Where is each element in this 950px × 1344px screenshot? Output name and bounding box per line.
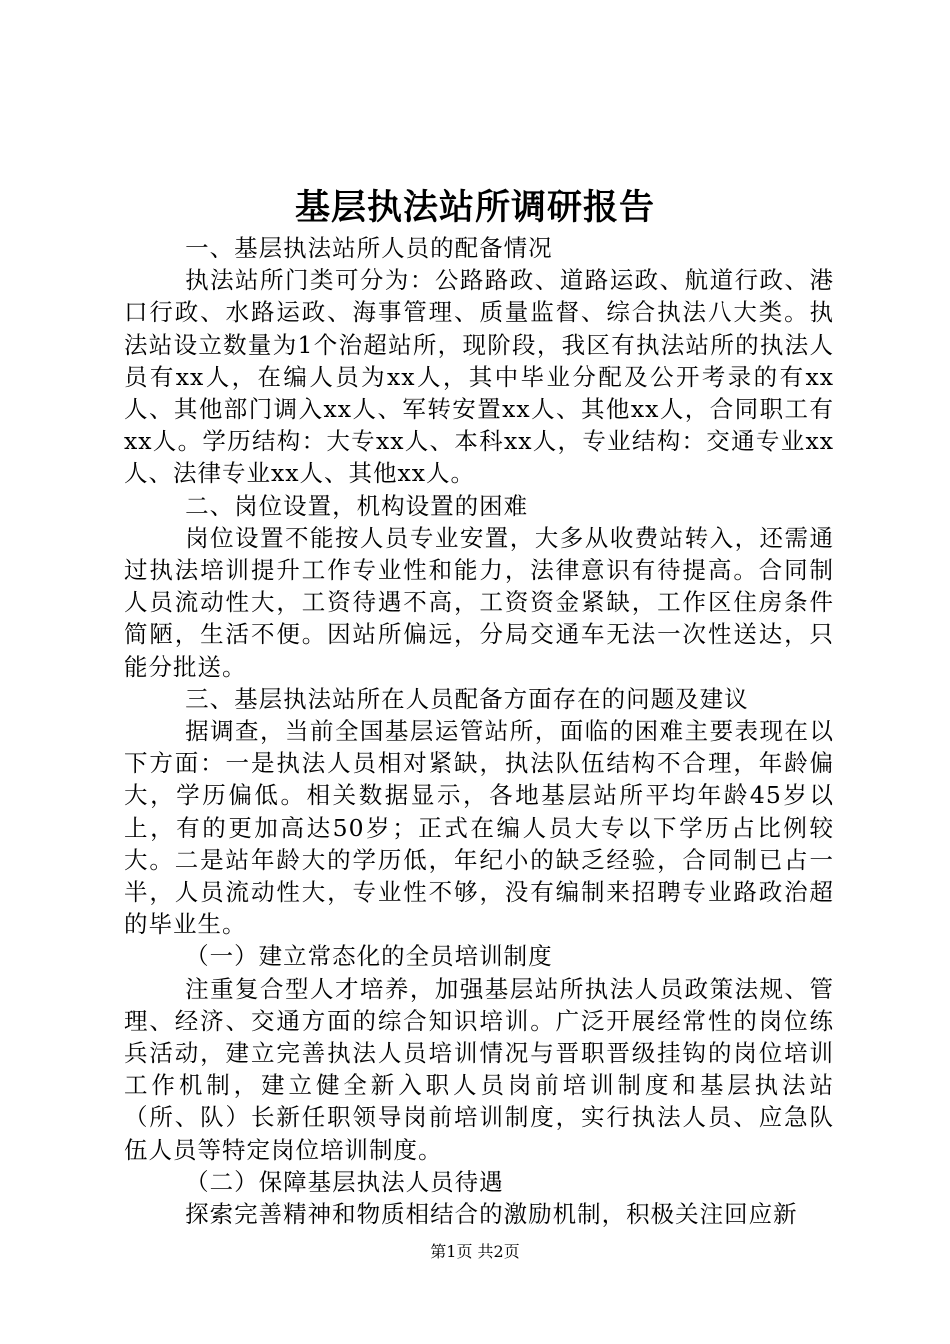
page-footer: 第1页 共2页 <box>430 1242 520 1261</box>
section-heading-3: 三、基层执法站所在人员配备方面存在的问题及建议 <box>185 684 749 713</box>
paragraph-4: 注重复合型人才培养，加强基层站所执法人员政策法规、管理、经济、交通方面的综合知识培训。广泛开展经常性的岗位练兵活动，建立完善执法人员培训情况与晋职晋级挂钩的岗位培训工作机制，建立健全新入职人员岗前培训制度和基层执法站（所、队）长新任职领导岗前培训制度，实行执法人员、应急队伍人员等特定岗位培训制度。 <box>124 974 834 1164</box>
subsection-heading-1: （一）建立常态化的全员培训制度 <box>185 942 553 971</box>
paragraph-5: 探索完善精神和物质相结合的激励机制，积极关注回应新 <box>185 1200 798 1229</box>
document-title: 基层执法站所调研报告 <box>294 187 655 228</box>
section-heading-1: 一、基层执法站所人员的配备情况 <box>185 234 553 262</box>
section-heading-2: 二、岗位设置，机构设置的困难 <box>185 491 529 520</box>
paragraph-1: 执法站所门类可分为：公路路政、道路运政、航道行政、港口行政、水路运政、海事管理、质量监督、综合执法八大类。执法站设立数量为1个治超站所，现阶段，我区有执法站所的执法人员有xx人，在编人员为xx人，其中毕业分配及公开考录的有xx人、其他部门调入xx人、军转安置xx人、其他xx人，合同职工有xx人。学历结构：大专xx人、本科xx人，专业结构：交通专业xx人、法律专业xx人、其他xx人。 <box>124 266 834 488</box>
paragraph-3: 据调查，当前全国基层运管站所，面临的困难主要表现在以下方面：一是执法人员相对紧缺，执法队伍结构不合理，年龄偏大，学历偏低。相关数据显示，各地基层站所平均年龄45岁以上，有的更加高达50岁；正式在编人员大专以下学历占比例较大。二是站年龄大的学历低，年纪小的缺乏经验，合同制已占一半，人员流动性大，专业性不够，没有编制来招聘专业路政治超的毕业生。 <box>124 717 834 939</box>
paragraph-2: 岗位设置不能按人员专业安置，大多从收费站转入，还需通过执法培训提升工作专业性和能力，法律意识有待提高。合同制人员流动性大，工资待遇不高，工资资金紧缺，工作区住房条件简陋，生活不便。因站所偏远，分局交通车无法一次性送达，只能分批送。 <box>124 523 834 681</box>
document-body <box>124 232 834 1230</box>
subsection-heading-2: （二）保障基层执法人员待遇 <box>185 1167 504 1196</box>
